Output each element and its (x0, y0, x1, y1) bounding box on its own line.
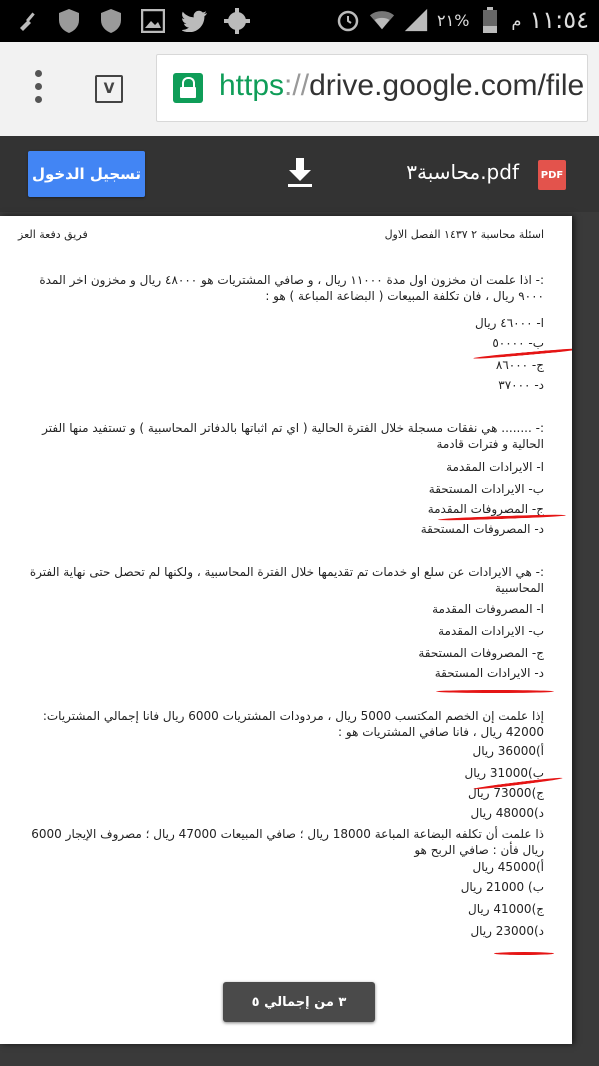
image-icon (140, 8, 166, 34)
shield-icon (98, 8, 124, 34)
shield-icon (56, 8, 82, 34)
q3-option-b: ب- الايرادات المقدمة (438, 624, 544, 638)
wifi-icon (369, 7, 395, 33)
signal-icon (403, 7, 429, 33)
overflow-menu-icon[interactable] (30, 70, 46, 110)
clock: ١١:٥٤ (529, 6, 589, 34)
download-icon[interactable] (286, 158, 314, 188)
address-bar[interactable] (156, 54, 588, 122)
answer-mark (494, 952, 554, 955)
lock-icon (173, 73, 203, 103)
q2-option-c: ج- المصروفات المقدمة (427, 502, 544, 516)
q1-option-a: ا- ٤٦٠٠٠ ريال (474, 316, 544, 330)
question-3: :- هي الايرادات عن سلع او خدمات تم تقديمها خلال الفترة المحاسبية ، ولكنها لم تحصل حتى نهاية الفترة المحاسبية (29, 565, 544, 595)
q4-option-b: ب)31000 ريال (464, 766, 544, 780)
q1-option-c: ج- ٨٦٠٠٠ (495, 358, 544, 372)
browser-toolbar (0, 42, 599, 137)
q5-option-a: أ)45000 ريال (472, 860, 544, 874)
q1-option-b: ب- ٥٠٠٠٠ (492, 336, 544, 350)
q3-option-c: ج- المصروفات المستحقة (418, 646, 544, 660)
twitter-icon (182, 8, 208, 34)
answer-mark (436, 690, 554, 693)
url-host: drive.google.com/file (309, 69, 585, 102)
battery-percent: ٢١% (437, 10, 470, 30)
question-1: :- اذا علمت ان مخزون اول مدة ١١٠٠٠ ريال ، و صافي المشتريات هو ٤٨٠٠٠ ريال و مخزون اخر المدة ٩٠٠٠ ريال ، فان تكلفة المبيعات ( البضاعة المباعة ) هو : (39, 273, 544, 303)
q5-option-c: ج)41000 ريال (468, 902, 544, 916)
q2-option-d: د- المصروفات المستحقة (420, 522, 544, 536)
q3-option-d: د- الايرادات المستحقة (434, 666, 544, 680)
tab-switcher-button[interactable]: V (95, 75, 123, 103)
question-2: :- ........ هي نفقات مسجلة خلال الفترة الحالية ( اي تم اثباتها بالدفاتر المحاسبية ) و تستفيد منها الفتر الحالية و فترات قادمة (42, 421, 544, 451)
q4-option-a: أ)36000 ريال (472, 744, 544, 758)
q5-option-b: ب) 21000 ريال (460, 880, 544, 894)
status-bar (0, 0, 599, 42)
battery-icon (477, 7, 503, 33)
q4-option-c: ج)73000 ريال (468, 786, 544, 800)
q2-option-a: ا- الايرادات المقدمة (446, 460, 544, 474)
notification-icons (14, 8, 250, 34)
q4-option-d: د)48000 ريال (470, 806, 544, 820)
url-separator: :// (284, 69, 310, 102)
q2-option-b: ب- الايرادات المستحقة (428, 482, 544, 496)
q1-option-d: د- ٣٧٠٠٠ (498, 378, 544, 392)
question-5: ذا علمت أن تكلفه البضاعة المباعة 18000 ريال ؛ صافي المبيعات 47000 ريال ؛ مصروف الإيجار 6000 ريال فأن : صافي الربح هو (31, 827, 544, 857)
document-header: اسئلة محاسبة ٢ ١٤٣٧ الفصل الاول (384, 228, 544, 241)
file-name: محاسبة٣.pdf (406, 160, 519, 184)
pdf-file-icon: PDF (538, 160, 566, 190)
q3-option-a: ا- المصروفات المقدمة (432, 602, 544, 616)
pdf-page (0, 216, 572, 1044)
url-text[interactable] (219, 69, 584, 103)
page-content (18, 216, 544, 1044)
gear-icon (224, 8, 250, 34)
system-status (335, 6, 589, 34)
url-scheme: https (219, 69, 285, 102)
question-4: إذا علمت إن الخصم المكتسب 5000 ريال ، مردودات المشتريات 6000 ريال فانا إجمالي المشتريات: 42000 ريال ، فانا صافي المشتريات هو : (42, 709, 544, 739)
page-indicator[interactable]: ٣ من إجمالي ٥ (223, 982, 375, 1022)
team-name: فريق دفعة العز (18, 228, 88, 241)
q5-option-d: د)23000 ريال (470, 924, 544, 938)
sign-in-button[interactable]: تسجيل الدخول (28, 151, 145, 197)
ampm: م (511, 10, 522, 30)
alarm-icon (335, 7, 361, 33)
broom-icon (14, 8, 40, 34)
pdf-viewer (0, 136, 599, 1066)
drive-toolbar (0, 136, 599, 212)
